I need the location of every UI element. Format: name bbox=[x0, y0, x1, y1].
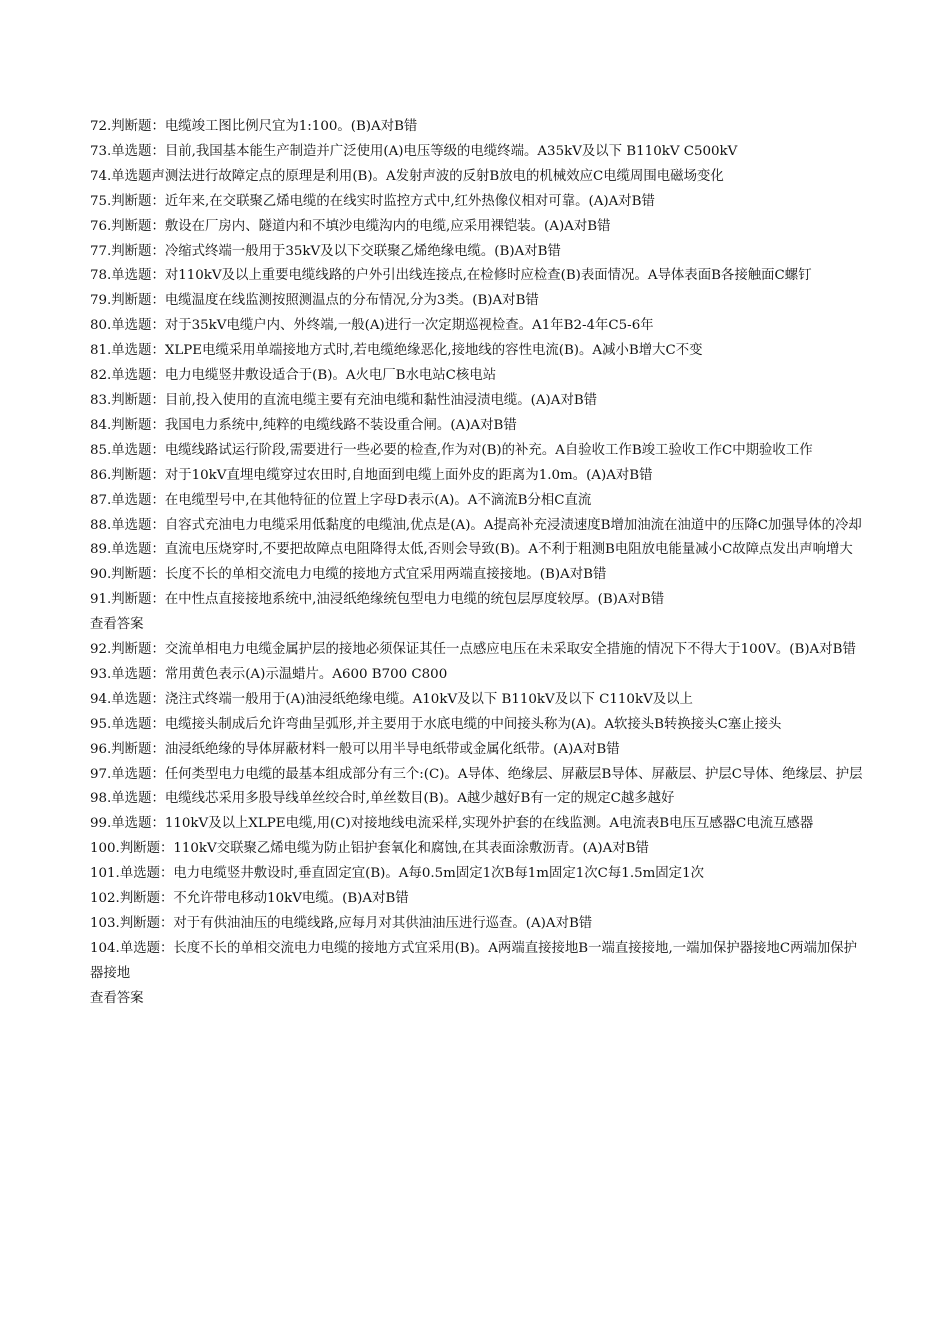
question-99: 99.单选题：110kV及以上XLPE电缆,用(C)对接地线电流采样,实现外护套的在线监测。A电流表B电压互感器C电流互感器 bbox=[90, 816, 814, 832]
question-74: 74.单选题声测法进行故障定点的原理是利用(B)。A发射声波的反射B放电的机械效应C电缆周围电磁场变化 bbox=[90, 168, 724, 184]
question-76: 76.判断题：敷设在厂房内、隧道内和不填沙电缆沟内的电缆,应采用裸铠装。(A)A对B错 bbox=[90, 218, 611, 234]
question-83: 83.判断题：目前,投入使用的直流电缆主要有充油电缆和黏性油浸渍电缆。(A)A对B错 bbox=[90, 392, 598, 408]
question-93: 93.单选题：常用黄色表示(A)示温蜡片。A600 B700 C800 bbox=[90, 666, 448, 682]
question-80: 80.单选题：对于35kV电缆户内、外终端,一般(A)进行一次定期巡视检查。A1年B2-4年C5-6年 bbox=[90, 318, 654, 334]
question-72: 72.判断题：电缆竣工图比例尺宜为1:100。(B)A对B错 bbox=[90, 119, 418, 134]
question-81: 81.单选题：XLPE电缆采用单端接地方式时,若电缆绝缘恶化,接地线的容性电流(B)。A减小B增大C不变 bbox=[90, 343, 703, 359]
question-100: 100.判断题：110kV交联聚乙烯电缆为防止铝护套氧化和腐蚀,在其表面涂敷沥青。(A)A对B错 bbox=[90, 841, 649, 857]
question-104: 104.单选题：长度不长的单相交流电力电缆的接地方式宜采用(B)。A两端直接接地B一端直接接地,一端加保护器接地C两端加保护器接地 bbox=[90, 940, 858, 981]
question-86: 86.判断题：对于10kV直埋电缆穿过农田时,自地面到电缆上面外皮的距离为1.0m。(A)A对B错 bbox=[90, 467, 653, 483]
question-91: 91.判断题：在中性点直接接地系统中,油浸纸绝缘统包型电力电缆的统包层厚度较厚。(B)A对B错 bbox=[90, 592, 665, 608]
question-78: 78.单选题：对110kV及以上重要电缆线路的户外引出线连接点,在检修时应检查(B)表面情况。A导体表面B各接触面C螺钉 bbox=[90, 268, 812, 284]
question-90: 90.判断题：长度不长的单相交流电力电缆的接地方式宜采用两端直接接地。(B)A对B错 bbox=[90, 567, 607, 583]
question-97: 97.单选题：任何类型电力电缆的最基本组成部分有三个:(C)。A导体、绝缘层、屏蔽层B导体、屏蔽层、护层C导体、绝缘层、护层 bbox=[90, 766, 863, 782]
question-75: 75.判断题：近年来,在交联聚乙烯电缆的在线实时监控方式中,红外热像仪相对可靠。(A)A对B错 bbox=[90, 193, 655, 209]
question-77: 77.判断题：冷缩式终端一般用于35kV及以下交联聚乙烯绝缘电缆。(B)A对B错 bbox=[90, 243, 561, 259]
question-98: 98.单选题：电缆线芯采用多股导线单丝绞合时,单丝数目(B)。A越少越好B有一定的规定C越多越好 bbox=[90, 791, 675, 807]
question-103: 103.判断题：对于有供油油压的电缆线路,应每月对其供油油压进行巡查。(A)A对B错 bbox=[90, 916, 593, 931]
question-79: 79.判断题：电缆温度在线监测按照测温点的分布情况,分为3类。(B)A对B错 bbox=[90, 293, 539, 309]
question-95: 95.单选题：电缆接头制成后允许弯曲呈弧形,并主要用于水底电缆的中间接头称为(A)。A软接头B转换接头C塞止接头 bbox=[90, 716, 782, 732]
question-101: 101.单选题：电力电缆竖井敷设时,垂直固定宜(B)。A每0.5m固定1次B每1m固定1次C每1.5m固定1次 bbox=[90, 866, 704, 882]
question-73: 73.单选题：目前,我国基本能生产制造并广泛使用(A)电压等级的电缆终端。A35kV及以下 B110kV C500kV bbox=[90, 143, 738, 159]
question-88: 88.单选题：自容式充油电力电缆采用低黏度的电缆油,优点是(A)。A提高补充浸渍速度B增加油流在油道中的压降C加强导体的冷却 bbox=[90, 517, 862, 533]
question-85: 85.单选题：电缆线路试运行阶段,需要进行一些必要的检查,作为对(B)的补充。A自验收工作B竣工验收工作C中期验收工作 bbox=[90, 442, 813, 458]
question-89: 89.单选题：直流电压烧穿时,不要把故障点电阻降得太低,否则会导致(B)。A不利于粗测B电阻放电能量减小C故障点发出声响增大 bbox=[90, 542, 853, 558]
question-87: 87.单选题：在电缆型号中,在其他特征的位置上字母D表示(A)。A不滴流B分相C直流 bbox=[90, 492, 592, 508]
view-answer-link[interactable]: 查看答案 bbox=[90, 990, 144, 1006]
view-answer-link[interactable]: 查看答案 bbox=[90, 617, 144, 633]
question-94: 94.单选题：浇注式终端一般用于(A)油浸纸绝缘电缆。A10kV及以下 B110kV及以下 C110kV及以上 bbox=[90, 691, 693, 707]
question-list bbox=[90, 115, 870, 1012]
question-92: 92.判断题：交流单相电力电缆金属护层的接地必须保证其任一点感应电压在未采取安全措施的情况下不得大于100V。(B)A对B错 bbox=[90, 642, 856, 658]
question-84: 84.判断题：我国电力系统中,纯粹的电缆线路不装设重合闸。(A)A对B错 bbox=[90, 417, 517, 433]
question-102: 102.判断题：不允许带电移动10kV电缆。(B)A对B错 bbox=[90, 891, 409, 907]
question-96: 96.判断题：油浸纸绝缘的导体屏蔽材料一般可以用半导电纸带或金属化纸带。(A)A对B错 bbox=[90, 741, 620, 757]
question-82: 82.单选题：电力电缆竖井敷设适合于(B)。A火电厂B水电站C核电站 bbox=[90, 368, 497, 384]
